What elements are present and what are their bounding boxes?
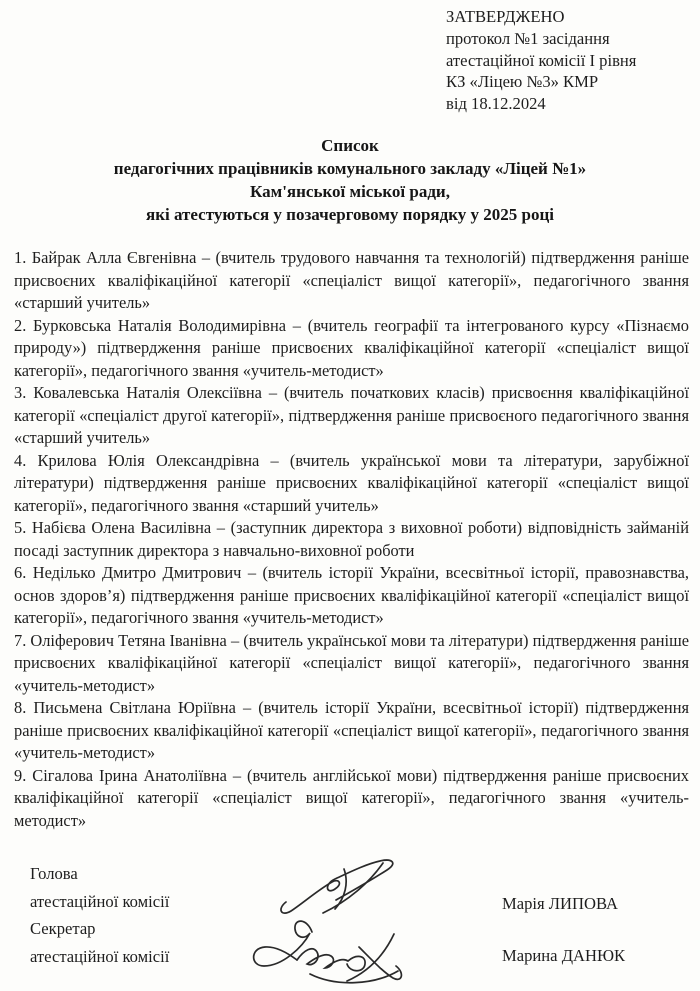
role-line: Секретар — [30, 919, 96, 939]
approval-line: КЗ «Ліцею №3» КМР — [446, 72, 599, 92]
approval-line: ЗАТВЕРДЖЕНО — [446, 7, 565, 26]
role-line: атестаційної комісії — [30, 946, 170, 966]
teacher-list — [14, 247, 689, 832]
signatory-name-chair: Марія ЛИПОВА — [502, 894, 619, 913]
title-line: які атестуються у позачерговому порядку у 2025 році — [146, 205, 554, 224]
list-item: 8. Письмена Світлана Юріївна – (вчитель історії України, всесвітньої історії) підтвердження раніше присвоєних кваліфікаційної категорії «спеціаліст вищої категорії», педагогічного звання «учитель-методист» — [14, 698, 689, 762]
approval-date: від 18.12.2024 — [446, 94, 546, 114]
approval-line: протокол №1 засідання — [446, 28, 610, 48]
list-item: 9. Сігалова Ірина Анатоліївна – (вчитель англійської мови) підтвердження раніше присвоєних кваліфікаційної категорії «спеціаліст вищої категорії», педагогічного звання «учитель-методист» — [14, 765, 689, 830]
list-item: 1. Байрак Алла Євгенівна – (вчитель трудового навчання та технологій) підтвердження раніше присвоєних кваліфікаційної категорії «спеціаліст вищої категорії», педагогічного звання «старший учитель» — [14, 248, 689, 312]
list-item: 3. Ковалевська Наталія Олексіївна – (вчитель початкових класів) присвоєння кваліфікаційної категорії «спеціаліст другої категорії», підтвердження раніше присвоєного педагогічного звання «старший учитель» — [14, 383, 689, 447]
signatory-name-secretary: Марина ДАНЮК — [502, 946, 626, 965]
signature-secretary-icon — [244, 910, 412, 990]
list-item: 4. Крилова Юлія Олександрівна – (вчитель української мови та літератури, зарубіжної літератури) підтвердження раніше присвоєних кваліфікаційної категорії «спеціаліст вищої категорії», педагогічного звання «старший учитель» — [14, 450, 689, 515]
list-item: 6. Неділько Дмитро Дмитрович – (вчитель історії України, всесвітньої історії, правознавства, основ здоров’я) підтвердження раніше присвоєних кваліфікаційної категорії «спеціаліст вищої категорії», педагогічного звання «учитель-методист» — [14, 563, 689, 627]
title-line: педагогічних працівників комунального закладу «Ліцей №1» — [113, 159, 587, 178]
title-line: Кам'янської міської ради, — [250, 182, 450, 201]
document-title — [0, 134, 700, 226]
approval-line: атестаційної комісії І рівня — [446, 50, 637, 70]
list-item: 5. Набієва Олена Василівна – (заступник директора з виховної роботи) відповідність займаній посаді заступник директора з навчально-виховної роботи — [14, 518, 689, 560]
role-line: атестаційної комісії — [30, 891, 170, 911]
approval-block — [446, 6, 696, 115]
role-line: Голова — [30, 864, 78, 883]
list-item: 7. Оліферович Тетяна Іванівна – (вчитель української мови та літератури) підтвердження раніше присвоєних кваліфікаційної категорії «спеціаліст вищої категорії», педагогічного звання «учитель-методист» — [14, 630, 689, 695]
list-item: 2. Бурковська Наталія Володимирівна – (вчитель географії та інтегрованого курсу «Пізнаємо природу») підтвердження раніше присвоєних кваліфікаційної категорії «спеціаліст вищої категорії», педагогічного звання «учитель-методист» — [14, 315, 689, 380]
signatory-roles — [30, 860, 169, 970]
title-line: Список — [321, 136, 379, 155]
